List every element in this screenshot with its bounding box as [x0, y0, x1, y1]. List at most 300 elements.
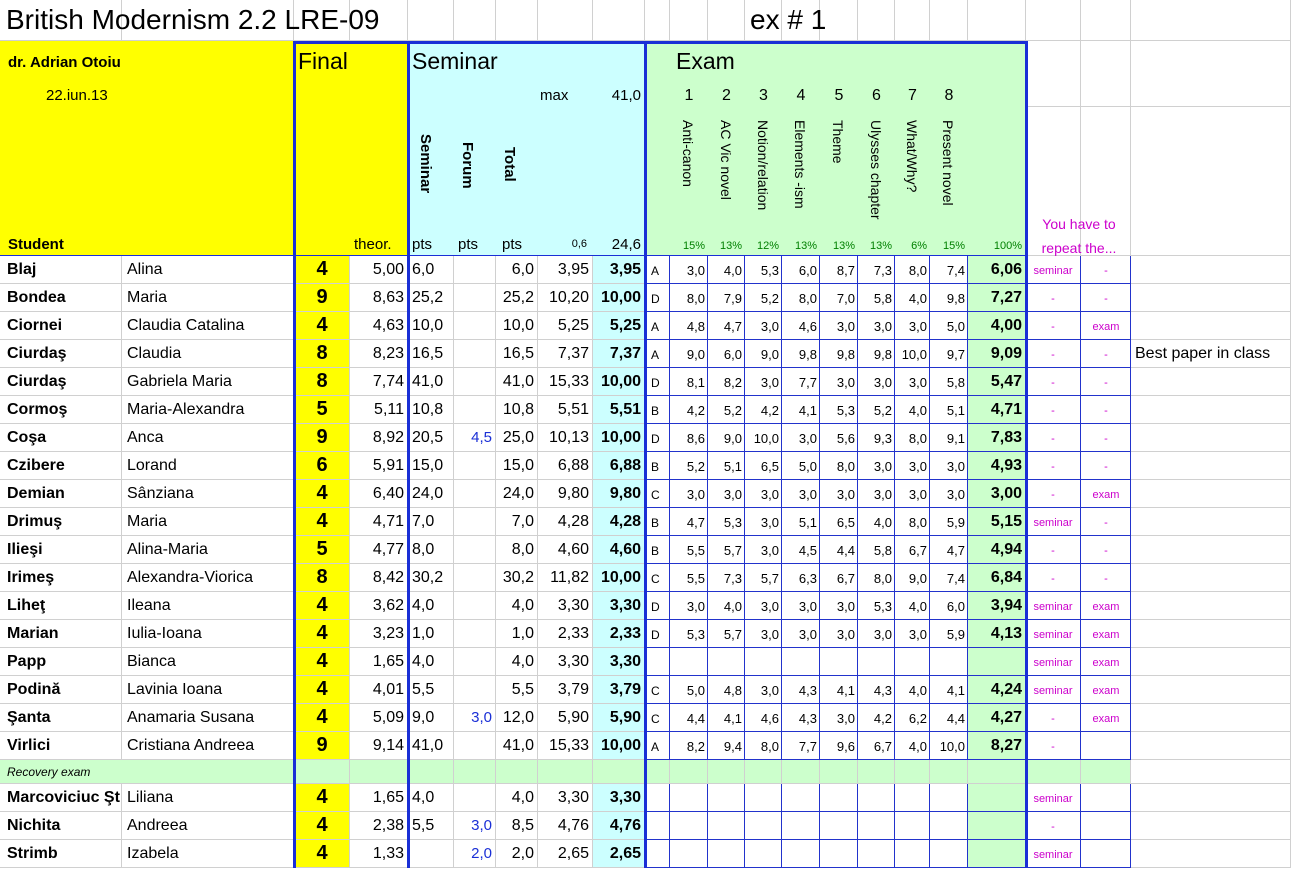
question-score: 6,0: [946, 599, 965, 614]
weighted-seminar: 3,30: [557, 789, 589, 806]
question-number: 4: [796, 87, 806, 104]
question-score: 8,0: [908, 263, 927, 278]
grid-cell: [454, 312, 496, 340]
grid-cell: [858, 784, 895, 812]
title-row-cell: [708, 0, 745, 41]
question-score: 8,0: [686, 291, 705, 306]
repeat-seminar: seminar: [1033, 793, 1073, 805]
header-empty-cell: [1026, 41, 1081, 107]
student-last-name: Blaj: [7, 261, 37, 278]
repeat-exam: -: [1104, 265, 1108, 277]
question-score: 7,4: [946, 571, 965, 586]
question-score: 8,0: [760, 739, 779, 754]
pts-label: pts: [412, 236, 433, 253]
seminar-grade: 4,76: [609, 817, 641, 834]
question-score: 8,0: [798, 291, 817, 306]
repeat-seminar: -: [1051, 573, 1055, 585]
total-pts: 2,0: [511, 845, 534, 862]
weighted-seminar: 15,33: [548, 373, 589, 390]
question-number: 3: [759, 87, 768, 104]
grid-cell: [708, 648, 745, 676]
grid-cell: [454, 648, 496, 676]
repeat-note: You have to repeat the...: [1041, 216, 1117, 256]
question-score: 3,0: [836, 487, 855, 502]
question-score: 4,7: [686, 515, 705, 530]
question-score: 5,2: [723, 403, 742, 418]
total-pts: 7,0: [511, 513, 534, 530]
repeat-seminar: seminar: [1033, 517, 1073, 529]
subject-letter: D: [651, 376, 660, 390]
question-score: 5,0: [798, 459, 817, 474]
grid-cell: [454, 536, 496, 564]
question-score: 7,3: [873, 263, 892, 278]
student-first-name: Ileana: [127, 597, 171, 614]
grid-cell: [708, 840, 745, 868]
recovery-row-cell: [538, 760, 593, 784]
question-score: 5,9: [946, 627, 965, 642]
seminar-pts: 30,2: [412, 569, 444, 586]
final-grade: 4: [316, 786, 328, 808]
subject-letter: C: [651, 572, 660, 586]
final-grade: 6: [316, 454, 328, 476]
subject-letter: B: [651, 516, 660, 530]
student-first-name: Anamaria Susana: [127, 709, 255, 726]
title-row-cell: [858, 0, 895, 41]
question-score: 9,1: [946, 431, 965, 446]
weighted-seminar: 2,33: [557, 625, 589, 642]
final-grade: 4: [316, 622, 328, 644]
student-first-name: Lavinia Ioana: [127, 681, 223, 698]
section-border: [293, 41, 1027, 44]
question-score: 4,1: [798, 403, 817, 418]
grid-cell: [670, 840, 708, 868]
teacher-name: dr. Adrian Otoiu: [8, 54, 121, 71]
question-score: 7,4: [946, 263, 965, 278]
total-pts: 41,0: [502, 737, 534, 754]
grid-cell: [1131, 812, 1291, 840]
seminar-grade: 9,80: [609, 485, 641, 502]
seminar-pts: 8,0: [412, 541, 435, 558]
theor-grade: 1,65: [372, 789, 404, 806]
weight-small: 0,6: [571, 238, 587, 250]
repeat-seminar: seminar: [1033, 657, 1073, 669]
question-score: 6,7: [836, 571, 855, 586]
weighted-seminar: 10,20: [548, 289, 589, 306]
theor-grade: 8,92: [372, 429, 404, 446]
weighted-seminar: 3,95: [557, 261, 589, 278]
student-header: Student: [8, 236, 64, 253]
grid-cell: [1131, 620, 1291, 648]
seminar-grade: 5,90: [609, 709, 641, 726]
student-last-name: Irimeş: [7, 569, 55, 586]
student-first-name: Gabriela Maria: [127, 373, 232, 390]
row-note: Best paper in class: [1135, 345, 1271, 362]
grid-cell: [454, 340, 496, 368]
final-grade: 5: [316, 398, 328, 420]
grid-cell: [1131, 536, 1291, 564]
recovery-row-cell: [454, 760, 496, 784]
question-score: 5,1: [723, 459, 742, 474]
grid-cell: [1131, 368, 1291, 396]
seminar-pts: 16,5: [412, 345, 444, 362]
question-score: 4,2: [686, 403, 705, 418]
grid-cell: [1131, 396, 1291, 424]
recovery-row-cell: [350, 760, 408, 784]
forum-pts: 2,0: [471, 845, 492, 862]
weighted-seminar: 5,51: [557, 401, 589, 418]
question-score: 4,0: [908, 683, 927, 698]
final-grade: 8: [316, 342, 328, 364]
theor-grade: 6,40: [372, 485, 404, 502]
weighted-seminar: 3,30: [557, 653, 589, 670]
question-topic: Anti-canon: [680, 120, 696, 187]
question-score: 4,4: [946, 711, 965, 726]
question-score: 5,0: [686, 683, 705, 698]
exam-grade: 4,93: [990, 457, 1022, 474]
subject-letter: A: [651, 348, 660, 362]
repeat-exam: -: [1104, 517, 1108, 529]
question-score: 3,0: [873, 459, 892, 474]
repeat-exam: exam: [1092, 657, 1120, 669]
grid-cell: [1131, 256, 1291, 284]
student-last-name: Ciurdaş: [7, 373, 67, 390]
repeat-seminar: -: [1051, 405, 1055, 417]
grid-cell: [454, 508, 496, 536]
exam-grade: 4,27: [990, 709, 1022, 726]
theor-grade: 4,01: [372, 681, 404, 698]
student-first-name: Lorand: [127, 457, 177, 474]
question-score: 5,3: [836, 403, 855, 418]
repeat-seminar: -: [1051, 821, 1055, 833]
subject-letter: A: [651, 740, 660, 754]
seminar-grade: 3,79: [609, 681, 641, 698]
weighted-seminar: 4,76: [557, 817, 589, 834]
recovery-row-cell: [670, 760, 708, 784]
question-topic: Ulysses chapter: [867, 120, 884, 220]
repeat-seminar: -: [1051, 741, 1055, 753]
question-score: 9,6: [836, 739, 855, 754]
repeat-seminar: -: [1051, 377, 1055, 389]
total-pts: 4,0: [511, 789, 534, 806]
exam-grade: 6,84: [990, 569, 1022, 586]
question-score: 9,8: [946, 291, 965, 306]
header-yellow-left: [0, 41, 294, 256]
question-topic: What/Why?: [903, 120, 920, 193]
question-score: 5,5: [686, 543, 705, 558]
subject-letter: A: [651, 320, 660, 334]
question-number: 6: [872, 87, 881, 104]
question-score: 5,7: [723, 543, 742, 558]
question-score: 5,6: [836, 431, 855, 446]
question-weight: 13%: [832, 240, 855, 252]
student-first-name: Andreea: [127, 817, 188, 834]
question-score: 4,0: [873, 515, 892, 530]
total-pts: 16,5: [502, 345, 534, 362]
question-score: 4,1: [946, 683, 965, 698]
grid-cell: [1131, 452, 1291, 480]
grid-cell: [745, 648, 782, 676]
repeat-seminar: -: [1051, 321, 1055, 333]
title-row-cell: [895, 0, 930, 41]
grid-cell: [820, 784, 858, 812]
final-grade: 5: [316, 538, 328, 560]
student-last-name: Ciornei: [7, 317, 63, 334]
final-grade: 4: [316, 314, 328, 336]
grid-cell: [454, 564, 496, 592]
weighted-seminar: 2,65: [557, 845, 589, 862]
question-score: 3,0: [946, 459, 965, 474]
question-score: 3,0: [836, 375, 855, 390]
theor-grade: 8,23: [372, 345, 404, 362]
final-grade: 9: [316, 734, 328, 756]
theor-grade: 7,74: [372, 373, 404, 390]
student-last-name: Virlici: [7, 737, 51, 754]
seminar-grade: 10,00: [600, 569, 641, 586]
question-score: 4,4: [836, 543, 855, 558]
title-row-cell: [593, 0, 645, 41]
question-score: 4,3: [798, 683, 817, 698]
recovery-row-cell: [895, 760, 930, 784]
question-score: 4,6: [760, 711, 779, 726]
recovery-row-cell: [1081, 760, 1131, 784]
student-first-name: Anca: [127, 429, 164, 446]
question-score: 3,0: [723, 487, 742, 502]
question-score: 3,0: [760, 683, 779, 698]
repeat-exam: exam: [1092, 489, 1120, 501]
grid-cell: [930, 648, 968, 676]
grid-cell: [858, 840, 895, 868]
subject-letter: D: [651, 292, 660, 306]
seminar-grade: 10,00: [600, 373, 641, 390]
question-score: 3,0: [836, 319, 855, 334]
question-topic: Present novel: [940, 120, 956, 206]
weight-seminar: 24,6: [611, 236, 641, 253]
grid-cell: [745, 840, 782, 868]
student-last-name: Marcoviciuc Şt: [7, 789, 120, 806]
exam-grade: 4,71: [990, 401, 1022, 418]
grid-cell: [408, 840, 454, 868]
grid-cell: [454, 480, 496, 508]
section-border: [0, 255, 1027, 256]
question-score: 3,0: [908, 319, 927, 334]
seminar-grade: 4,60: [609, 541, 641, 558]
subject-letter: B: [651, 460, 660, 474]
student-last-name: Liheţ: [7, 597, 46, 614]
final-grade: 4: [316, 650, 328, 672]
question-score: 9,0: [723, 431, 742, 446]
question-score: 3,0: [873, 319, 892, 334]
question-score: 3,0: [760, 487, 779, 502]
question-topic: Notion/relation: [754, 120, 771, 211]
grid-cell: [454, 452, 496, 480]
weighted-seminar: 4,60: [557, 541, 589, 558]
grid-cell: [645, 648, 670, 676]
recovery-row-cell: [645, 760, 670, 784]
weighted-seminar: 7,37: [557, 345, 589, 362]
question-score: 4,0: [908, 403, 927, 418]
title-row-cell: [645, 0, 670, 41]
forum-col-header: Forum: [459, 142, 476, 189]
seminar-grade: 5,25: [609, 317, 641, 334]
question-score: 3,0: [908, 375, 927, 390]
final-grade: 8: [316, 370, 328, 392]
student-last-name: Cormoş: [7, 401, 68, 418]
question-score: 10,0: [901, 347, 927, 362]
seminar-pts: 20,5: [412, 429, 444, 446]
question-score: 3,0: [760, 543, 779, 558]
seminar-grade: 10,00: [600, 737, 641, 754]
student-last-name: Papp: [7, 653, 47, 670]
header-empty-cell: [1081, 41, 1131, 107]
question-weight: 15%: [682, 240, 705, 252]
grid-cell: [454, 784, 496, 812]
repeat-seminar: seminar: [1033, 685, 1073, 697]
seminar-pts: 6,0: [412, 261, 435, 278]
total-pts: 15,0: [502, 457, 534, 474]
recovery-row-cell: [708, 760, 745, 784]
exam-grade: 8,27: [990, 737, 1022, 754]
repeat-seminar: -: [1051, 293, 1055, 305]
question-score: 5,8: [873, 291, 892, 306]
question-topic: Elements -ism: [792, 120, 808, 209]
student-last-name: Bondea: [7, 289, 66, 306]
question-weight: 13%: [869, 240, 892, 252]
seminar-grade: 4,28: [609, 513, 641, 530]
question-score: 4,2: [873, 711, 892, 726]
subject-letter: D: [651, 628, 660, 642]
exam-grade: 6,06: [990, 261, 1022, 278]
question-score: 3,0: [760, 627, 779, 642]
final-grade: 4: [316, 842, 328, 864]
question-number: 5: [834, 87, 844, 104]
theor-grade: 1,33: [372, 845, 404, 862]
total-col-header: Total: [501, 147, 518, 182]
student-first-name: Liliana: [127, 789, 174, 806]
grid-cell: [1081, 784, 1131, 812]
question-score: 10,0: [753, 431, 779, 446]
grid-cell: [895, 648, 930, 676]
weighted-seminar: 9,80: [557, 485, 589, 502]
pts-label: pts: [458, 236, 479, 253]
student-first-name: Claudia Catalina: [127, 317, 245, 334]
seminar-pts: 10,0: [412, 317, 444, 334]
seminar-header: Seminar: [412, 48, 498, 74]
recovery-row-cell: [745, 760, 782, 784]
question-topic: Theme: [830, 120, 846, 164]
forum-pts: 3,0: [471, 709, 492, 726]
question-score: 3,0: [836, 599, 855, 614]
question-score: 9,8: [798, 347, 817, 362]
recovery-row-cell: [408, 760, 454, 784]
question-score: 3,0: [798, 599, 817, 614]
grid-cell: [670, 648, 708, 676]
grid-cell: [454, 732, 496, 760]
seminar-pts: 4,0: [412, 653, 435, 670]
question-score: 4,8: [686, 319, 705, 334]
question-score: 9,8: [836, 347, 855, 362]
student-last-name: Podină: [7, 681, 61, 698]
question-score: 3,0: [686, 487, 705, 502]
recovery-row-cell: [820, 760, 858, 784]
question-number: 2: [722, 87, 731, 104]
repeat-exam: -: [1104, 573, 1108, 585]
question-weight: 12%: [756, 240, 779, 252]
seminar-pts: 41,0: [412, 737, 444, 754]
title-row-cell: [408, 0, 454, 41]
student-first-name: Maria: [127, 513, 168, 530]
question-score: 5,2: [686, 459, 705, 474]
repeat-seminar: seminar: [1033, 265, 1073, 277]
grid-cell: [454, 396, 496, 424]
subject-letter: A: [651, 264, 660, 278]
theor-grade: 3,62: [372, 597, 404, 614]
repeat-seminar: seminar: [1033, 849, 1073, 861]
question-number: 7: [908, 87, 917, 104]
question-score: 4,3: [873, 683, 892, 698]
exam-grade: 5,15: [990, 513, 1022, 530]
seminar-grade: 5,51: [609, 401, 641, 418]
question-score: 5,1: [798, 515, 817, 530]
repeat-exam: -: [1104, 433, 1108, 445]
total-pts: 30,2: [502, 569, 534, 586]
seminar-grade: 3,95: [609, 261, 641, 278]
repeat-exam: -: [1104, 405, 1108, 417]
seminar-pts: 24,0: [412, 485, 444, 502]
seminar-grade: 2,33: [609, 625, 641, 642]
question-score: 5,2: [760, 291, 779, 306]
question-score: 9,0: [760, 347, 779, 362]
weighted-seminar: 11,82: [550, 569, 589, 586]
grid-cell: [1131, 840, 1291, 868]
weighted-seminar: 5,25: [557, 317, 589, 334]
question-score: 3,0: [798, 627, 817, 642]
student-last-name: Strimb: [7, 845, 58, 862]
subject-letter: B: [651, 544, 660, 558]
repeat-seminar: -: [1051, 461, 1055, 473]
question-score: 8,0: [873, 571, 892, 586]
question-score: 7,7: [798, 739, 817, 754]
question-score: 9,0: [908, 571, 927, 586]
question-score: 4,0: [723, 599, 742, 614]
student-first-name: Cristiana Andreea: [127, 737, 255, 754]
question-score: 6,0: [723, 347, 742, 362]
grid-cell: [820, 812, 858, 840]
section-border: [1025, 41, 1028, 868]
grid-cell: [1081, 812, 1131, 840]
question-score: 9,7: [946, 347, 965, 362]
question-weight: 13%: [794, 240, 817, 252]
student-first-name: Claudia: [127, 345, 182, 362]
total-pts: 10,8: [502, 401, 534, 418]
repeat-seminar: seminar: [1033, 601, 1073, 613]
weighted-seminar: 5,90: [557, 709, 589, 726]
theor-header: theor.: [354, 236, 392, 253]
question-weight: 13%: [719, 240, 742, 252]
grid-cell: [454, 592, 496, 620]
exam-grade: 4,00: [990, 317, 1022, 334]
total-pts: 5,5: [511, 681, 534, 698]
total-pts: 4,0: [511, 597, 534, 614]
grid-cell: [930, 812, 968, 840]
seminar-grade: 7,37: [609, 345, 641, 362]
grid-cell: [968, 812, 1026, 840]
seminar-grade: 6,88: [609, 457, 641, 474]
question-score: 8,7: [836, 263, 855, 278]
final-grade: 9: [316, 426, 328, 448]
question-score: 9,0: [686, 347, 705, 362]
total-pts: 24,0: [502, 485, 534, 502]
question-weight: 15%: [942, 240, 965, 252]
